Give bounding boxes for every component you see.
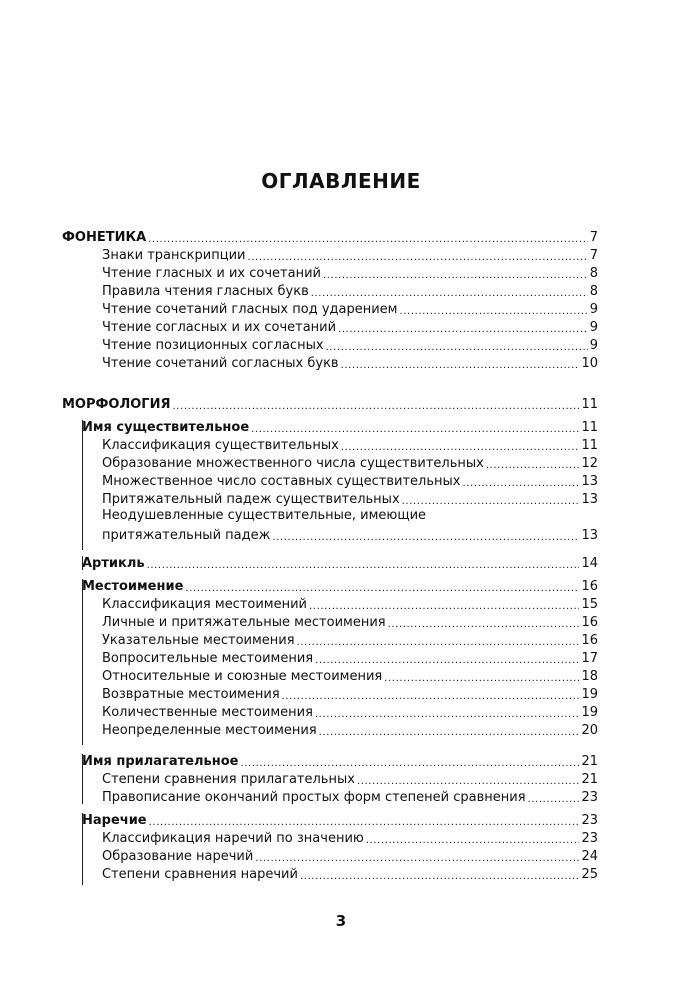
page-number: 3 [335,912,347,930]
toc-entry-label: Личные и притяжательные местоимения [102,615,386,630]
toc-entry[interactable] [102,454,598,472]
toc-entry-label: Знаки транскрипции [102,248,246,263]
toc-entry-label: Возвратные местоимения [102,687,280,702]
toc-entry-page: 11 [581,438,598,453]
toc-entry-page: 24 [581,849,598,864]
dot-leader [462,474,579,490]
toc-entry-label: Местоимение [82,579,184,594]
toc-entry[interactable] [102,770,598,788]
toc-entry[interactable] [102,336,598,354]
toc-entry[interactable] [102,508,598,526]
toc-entry[interactable] [102,613,598,631]
dot-leader [147,556,580,572]
toc-entry-label: Относительные и союзные местоимения [102,669,383,684]
toc-entry[interactable] [102,282,598,300]
dot-leader [272,528,579,544]
toc-entry[interactable] [102,526,598,544]
toc-entry[interactable] [102,631,598,649]
dot-leader [297,633,580,649]
dot-leader [282,687,580,703]
toc-entry-page: 15 [581,597,598,612]
toc-entry-page: 11 [581,397,598,412]
section-rule [82,420,83,550]
toc-entry-label: Классификация существительных [102,438,339,453]
toc-entry-page: 21 [581,772,598,787]
toc-entry-label: Образование наречий [102,849,254,864]
toc-entry-page: 23 [581,813,598,828]
toc-entry-page: 7 [589,248,598,263]
dot-leader [341,356,580,372]
toc-entry[interactable] [102,649,598,667]
toc-entry-label: МОРФОЛОГИЯ [62,397,171,412]
dot-leader [357,772,580,788]
toc-entry-noun[interactable] [82,418,598,436]
toc-entry-label: Имя существительное [82,420,250,435]
toc-entry-page: 8 [589,284,598,299]
toc-entry-page: 9 [589,302,598,317]
toc-entry[interactable] [102,788,598,806]
toc-entry-label: Правила чтения гласных букв [102,284,309,299]
toc-entry-phonetics[interactable] [62,228,598,246]
dot-leader [338,320,588,336]
toc-entry-label: Чтение позиционных согласных [102,338,324,353]
toc-entry-adjective[interactable] [82,752,598,770]
toc-entry-pronoun[interactable] [82,577,598,595]
toc-entry-page: 19 [581,705,598,720]
toc-entry-page: 19 [581,687,598,702]
toc-entry-page: 18 [581,669,598,684]
dot-leader [185,579,579,595]
toc-entry[interactable] [102,246,598,264]
toc-entry-page: 13 [581,492,598,507]
toc-entry-label: ФОНЕТИКА [62,230,147,245]
toc-entry-label: Наречие [82,813,147,828]
toc-entry-label: Притяжательный падеж существительных [102,492,400,507]
toc-entry-label: притяжательный падеж [102,528,271,543]
dot-leader [251,420,579,436]
toc-entry-page: 12 [581,456,598,471]
toc-entry-page: 16 [581,633,598,648]
toc-entry-label: Множественное число составных существительных [102,474,461,489]
toc-entry-page: 14 [581,556,598,571]
toc-entry[interactable] [102,829,598,847]
toc-entry[interactable] [102,354,598,372]
dot-leader [528,790,580,806]
toc-entry-label: Чтение согласных и их сочетаний [102,320,337,335]
toc-entry-page: 20 [581,723,598,738]
toc-entry-label: Неодушевленные существительные, имеющие [102,508,427,523]
toc-entry-page: 16 [581,579,598,594]
toc-entry-page: 17 [581,651,598,666]
dot-leader [366,831,580,847]
toc-entry-page: 9 [589,338,598,353]
dot-leader [402,492,580,508]
toc-entry-page: 13 [581,474,598,489]
toc-entry-label: Артикль [82,556,145,571]
toc-entry[interactable] [102,300,598,318]
toc-entry[interactable] [102,703,598,721]
dot-leader [172,397,579,413]
toc-entry-label: Неопределенные местоимения [102,723,317,738]
dot-leader [311,284,588,300]
toc-entry-label: Вопросительные местоимения [102,651,314,666]
toc-entry-page: 25 [581,867,598,882]
toc-entry-article[interactable] [82,554,598,572]
toc-entry-label: Чтение гласных и их сочетаний [102,266,321,281]
dot-leader [309,597,579,613]
dot-leader [399,302,587,318]
toc-entry-label: Имя прилагательное [82,754,239,769]
dot-leader [240,754,579,770]
toc-entry[interactable] [102,721,598,739]
toc-entry-page: 13 [581,528,598,543]
toc-entry-morphology[interactable] [62,395,598,413]
dot-leader [486,456,580,472]
toc-entry-page: 16 [581,615,598,630]
toc-entry-page: 9 [589,320,598,335]
dot-leader [255,849,579,865]
dot-leader [148,230,588,246]
toc-entry[interactable] [102,472,598,490]
toc-entry[interactable] [102,318,598,336]
dot-leader [341,438,580,454]
toc-entry-label: Классификация местоимений [102,597,308,612]
toc-entry-label: Образование множественного числа существительных [102,456,484,471]
toc-entry[interactable] [102,667,598,685]
page-title: ОГЛАВЛЕНИЕ [261,169,421,193]
toc-entry-label: Указательные местоимения [102,633,295,648]
toc-entry-page: 21 [581,754,598,769]
toc-entry[interactable] [102,595,598,613]
dot-leader [326,338,588,354]
toc-entry-label: Количественные местоимения [102,705,313,720]
toc-entry[interactable] [102,685,598,703]
dot-leader [149,813,580,829]
dot-leader [388,615,580,631]
dot-leader [323,266,588,282]
toc-entry-page: 10 [581,356,598,371]
toc-entry-label: Правописание окончаний простых форм степеней сравнения [102,790,526,805]
toc-entry-label: Чтение сочетаний согласных букв [102,356,339,371]
dot-leader [247,248,587,264]
toc-entry-page: 8 [589,266,598,281]
toc-entry-page: 11 [581,420,598,435]
dot-leader [315,705,580,721]
toc-entry-page: 7 [589,230,598,245]
toc-entry[interactable] [102,847,598,865]
toc-entry-page: 23 [581,790,598,805]
toc-entry-adverb[interactable] [82,811,598,829]
dot-leader [300,867,580,883]
dot-leader [319,723,580,739]
toc-entry[interactable] [102,865,598,883]
toc-entry[interactable] [102,436,598,454]
dot-leader [384,669,579,685]
toc-entry-label: Степени сравнения прилагательных [102,772,355,787]
toc-entry[interactable] [102,490,598,508]
toc-entry[interactable] [102,264,598,282]
toc-entry-label: Чтение сочетаний гласных под ударением [102,302,398,317]
dot-leader [315,651,579,667]
toc-entry-label: Классификация наречий по значению [102,831,364,846]
toc-entry-label: Степени сравнения наречий [102,867,298,882]
toc-entry-page: 23 [581,831,598,846]
section-rule [82,579,83,745]
